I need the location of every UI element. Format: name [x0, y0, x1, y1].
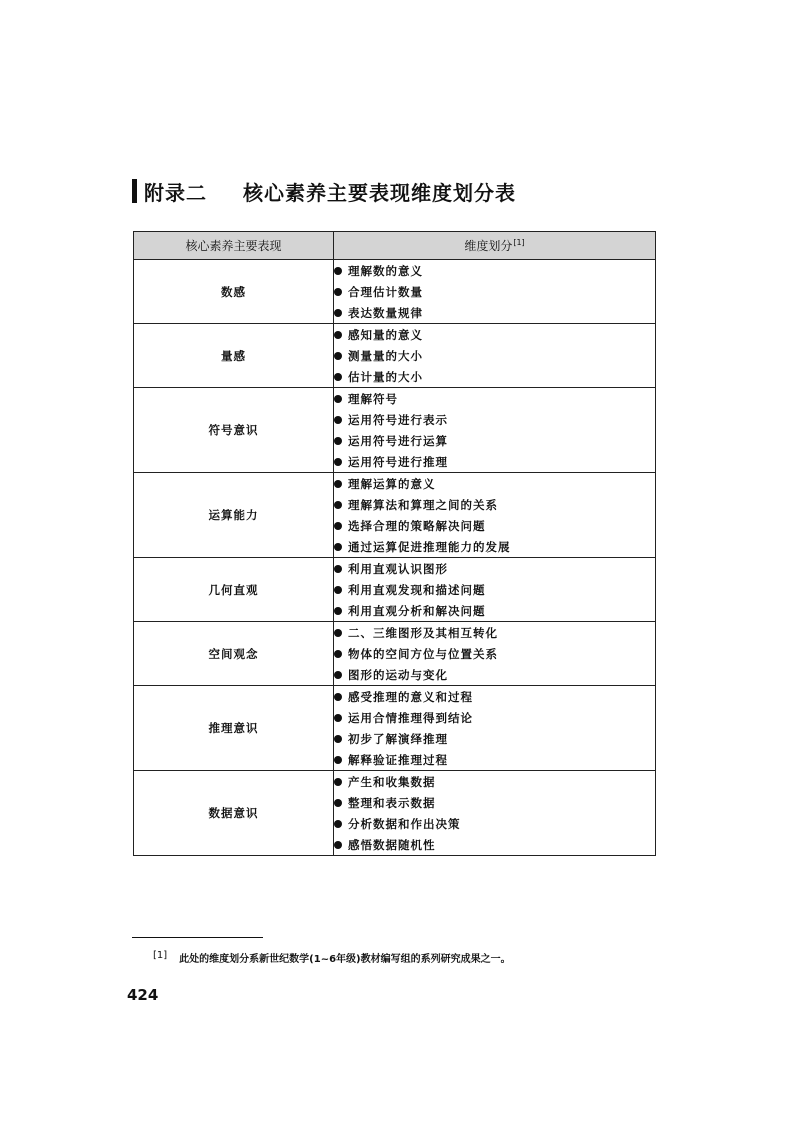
footnote-mark: [1] [153, 950, 168, 961]
dimension-item-text: 利用直观发现和描述问题 [348, 582, 486, 597]
dimension-item-text: 物体的空间方位与位置关系 [348, 646, 498, 661]
core-literacy-name: 运算能力 [134, 473, 334, 558]
dimension-item-text: 运用符号进行推理 [348, 454, 448, 469]
bullet-icon [334, 352, 342, 360]
footnote-divider [132, 937, 263, 938]
dimension-item [334, 536, 655, 557]
header-footnote-ref: [1] [513, 238, 525, 247]
dimension-item [334, 430, 655, 451]
header-col2-text: 维度划分 [464, 239, 513, 253]
table-header-row [134, 232, 656, 260]
dimension-item-text: 初步了解演绎推理 [348, 731, 448, 746]
core-literacy-name: 推理意识 [134, 686, 334, 771]
bullet-icon [334, 841, 342, 849]
dimension-item [334, 622, 655, 643]
dimension-item-text: 表达数量规律 [348, 305, 423, 320]
footnote-text: 此处的维度划分系新世纪数学(1~6年级)教材编写组的系列研究成果之一。 [179, 954, 511, 965]
dimension-list [334, 558, 656, 622]
bullet-icon [334, 373, 342, 381]
bullet-icon [334, 522, 342, 530]
dimension-item [334, 664, 655, 685]
dimension-list [334, 686, 656, 771]
dimension-item-text: 运用符号进行表示 [348, 412, 448, 427]
dimension-item-text: 理解算法和算理之间的关系 [348, 497, 498, 512]
dimension-item [334, 813, 655, 834]
header-core-literacy [134, 232, 334, 260]
dimension-item [334, 324, 655, 345]
footnote [153, 950, 511, 965]
dimension-item [334, 366, 655, 387]
dimension-list [334, 324, 656, 388]
title-marker-bar [132, 179, 137, 203]
dimension-item-text: 理解运算的意义 [348, 476, 436, 491]
dimension-item-text: 理解符号 [348, 391, 398, 406]
dimension-item-text: 解释验证推理过程 [348, 752, 448, 767]
dimension-item [334, 728, 655, 749]
dimension-item-text: 产生和收集数据 [348, 774, 436, 789]
bullet-icon [334, 820, 342, 828]
core-literacy-name: 符号意识 [134, 388, 334, 473]
appendix-title [132, 178, 516, 204]
dimension-item [334, 558, 655, 579]
bullet-icon [334, 288, 342, 296]
dimension-item [334, 792, 655, 813]
bullet-icon [334, 778, 342, 786]
bullet-icon [334, 267, 342, 275]
header-col1-text: 核心素养主要表现 [185, 239, 282, 253]
table-row [134, 324, 656, 388]
bullet-icon [334, 309, 342, 317]
dimension-item [334, 388, 655, 409]
bullet-icon [334, 586, 342, 594]
appendix-label: 附录二 [144, 180, 207, 205]
dimension-list [334, 622, 656, 686]
dimension-item [334, 409, 655, 430]
bullet-icon [334, 331, 342, 339]
bullet-icon [334, 416, 342, 424]
header-dimension [334, 232, 656, 260]
table-row [134, 558, 656, 622]
dimension-item-text: 分析数据和作出决策 [348, 816, 461, 831]
dimension-item [334, 281, 655, 302]
bullet-icon [334, 501, 342, 509]
dimension-item-text: 估计量的大小 [348, 369, 423, 384]
bullet-icon [334, 458, 342, 466]
table-row [134, 622, 656, 686]
table-row [134, 388, 656, 473]
dimension-item-text: 利用直观认识图形 [348, 561, 448, 576]
table-body [134, 260, 656, 856]
dimension-item-text: 理解数的意义 [348, 263, 423, 278]
dimension-item [334, 260, 655, 281]
bullet-icon [334, 607, 342, 615]
dimension-item [334, 494, 655, 515]
bullet-icon [334, 480, 342, 488]
core-literacy-name: 数据意识 [134, 771, 334, 856]
bullet-icon [334, 565, 342, 573]
dimension-item [334, 302, 655, 323]
dimension-item-text: 感知量的意义 [348, 327, 423, 342]
dimension-item-text: 运用符号进行运算 [348, 433, 448, 448]
dimension-list [334, 771, 656, 856]
dimension-item-text: 测量量的大小 [348, 348, 423, 363]
dimension-item [334, 345, 655, 366]
dimension-item-text: 利用直观分析和解决问题 [348, 603, 486, 618]
bullet-icon [334, 395, 342, 403]
bullet-icon [334, 671, 342, 679]
bullet-icon [334, 714, 342, 722]
bullet-icon [334, 735, 342, 743]
table-row [134, 260, 656, 324]
dimension-item [334, 473, 655, 494]
dimension-item-text: 感悟数据随机性 [348, 837, 436, 852]
table-row [134, 473, 656, 558]
page-number: 424 [127, 986, 159, 1004]
dimension-item-text: 通过运算促进推理能力的发展 [348, 539, 511, 554]
dimension-item [334, 643, 655, 664]
dimension-item [334, 771, 655, 792]
table-row [134, 686, 656, 771]
dimension-list [334, 260, 656, 324]
core-literacy-name: 几何直观 [134, 558, 334, 622]
dimension-item [334, 686, 655, 707]
bullet-icon [334, 693, 342, 701]
dimension-item [334, 707, 655, 728]
dimension-item [334, 451, 655, 472]
dimension-item-text: 图形的运动与变化 [348, 667, 448, 682]
dimension-item-text: 整理和表示数据 [348, 795, 436, 810]
core-literacy-name: 量感 [134, 324, 334, 388]
dimension-table [133, 231, 656, 856]
dimension-item [334, 600, 655, 621]
bullet-icon [334, 629, 342, 637]
appendix-heading: 核心素养主要表现维度划分表 [243, 180, 516, 205]
dimension-item [334, 515, 655, 536]
dimension-item [334, 749, 655, 770]
dimension-item-text: 选择合理的策略解决问题 [348, 518, 486, 533]
dimension-item [334, 579, 655, 600]
dimension-item-text: 二、三维图形及其相互转化 [348, 625, 498, 640]
dimension-item-text: 运用合情推理得到结论 [348, 710, 473, 725]
bullet-icon [334, 756, 342, 764]
dimension-item-text: 感受推理的意义和过程 [348, 689, 473, 704]
dimension-item-text: 合理估计数量 [348, 284, 423, 299]
table-row [134, 771, 656, 856]
bullet-icon [334, 799, 342, 807]
core-literacy-name: 数感 [134, 260, 334, 324]
bullet-icon [334, 543, 342, 551]
core-literacy-name: 空间观念 [134, 622, 334, 686]
dimension-list [334, 388, 656, 473]
dimension-list [334, 473, 656, 558]
dimension-item [334, 834, 655, 855]
bullet-icon [334, 437, 342, 445]
bullet-icon [334, 650, 342, 658]
